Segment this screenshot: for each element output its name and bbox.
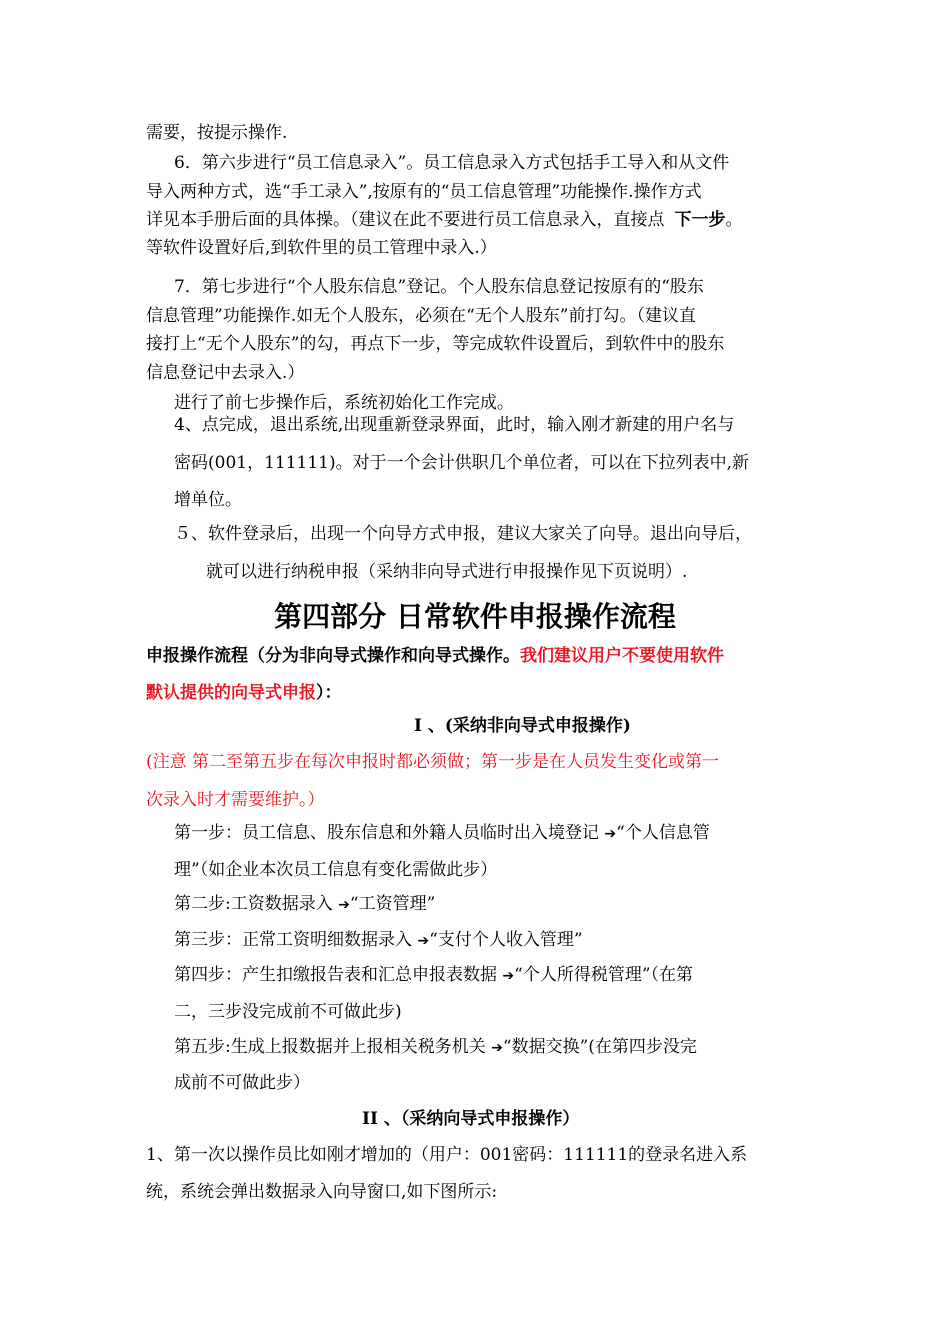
step-module: “个人信息管 xyxy=(616,823,710,843)
text-span: 详见本手册后面的具体操。（建议在此不要进行员工信息录入，直接点 xyxy=(146,210,665,230)
text-line: 接打上“无个人股东”的勾，再点下一步，等完成软件设置后，到软件中的股东 xyxy=(146,334,725,354)
intro-warning: 我们建议用户不要使用软件 xyxy=(520,646,724,666)
intro-text: 申报操作流程（分为非向导式操作和向导式操作。 xyxy=(146,646,520,666)
part1-heading: Ⅰ 、(采纳非向导式申报操作) xyxy=(414,716,631,736)
step-1 xyxy=(174,821,710,846)
intro-warning: 默认提供的向导式申报 xyxy=(146,683,316,703)
step-module: “个人所得税管理”（在第 xyxy=(514,965,694,985)
step-3 xyxy=(174,928,583,953)
step-text: 第二步:工资数据录入 xyxy=(174,894,333,914)
text-line: 等软件设置好后,到软件里的员工管理中录入.） xyxy=(146,238,497,258)
text-line: 4、点完成，退出系统,出现重新登录界面，此时，输入刚才新建的用户名与 xyxy=(174,415,735,435)
step-1-cont: 理”（如企业本次员工信息有变化需做此步） xyxy=(174,860,498,880)
arrow-right-icon: ➔ xyxy=(417,933,430,949)
note-line: (注意 第二至第五步在每次申报时都必须做；第一步是在人员发生变化或第一 xyxy=(146,752,720,772)
step-5-cont: 成前不可做此步） xyxy=(174,1073,310,1093)
step-module: “支付个人收入管理” xyxy=(429,930,583,950)
text-line: 7．第七步进行“个人股东信息”登记。个人股东信息登记按原有的“股东 xyxy=(174,277,704,297)
note-line: 次录入时才需要维护。） xyxy=(146,790,325,810)
text-line: 6．第六步进行“员工信息录入”。员工信息录入方式包括手工导入和从文件 xyxy=(174,153,730,173)
intro-line xyxy=(146,644,724,668)
step-text: 第五步:生成上报数据并上报相关税务机关 xyxy=(174,1037,486,1057)
step-4-cont: 二，三步没完成前不可做此步) xyxy=(174,1002,402,1022)
section-title: 第四部分 日常软件申报操作流程 xyxy=(274,600,676,633)
text-line: 1、第一次以操作员比如刚才增加的（用户：001密码：111111的登录名进入系 xyxy=(146,1145,748,1165)
text-span: 。 xyxy=(725,210,743,230)
text-line: 信息登记中去录入.） xyxy=(146,363,305,383)
step-2 xyxy=(174,892,435,917)
arrow-right-icon: ➔ xyxy=(491,1040,503,1056)
text-line: 进行了前七步操作后，系统初始化工作完成。 xyxy=(174,393,514,413)
text-line: 需要，按提示操作. xyxy=(146,123,288,143)
text-line: ５、软件登录后，出现一个向导方式申报，建议大家关了向导。退出向导后， xyxy=(174,524,752,544)
step-5 xyxy=(174,1035,697,1060)
arrow-right-icon: ➔ xyxy=(338,897,350,913)
intro-text: ）： xyxy=(316,683,342,703)
step-text: 第三步：正常工资明细数据录入 xyxy=(174,930,412,950)
text-line: 密码(001，111111)。对于一个会计供职几个单位者，可以在下拉列表中,新 xyxy=(174,453,750,473)
step-text: 第四步：产生扣缴报告表和汇总申报表数据 xyxy=(174,965,497,985)
step-module: “工资管理” xyxy=(349,894,436,914)
step-4 xyxy=(174,963,693,988)
part2-heading: II 、（采纳向导式申报操作） xyxy=(362,1109,580,1129)
arrow-right-icon: ➔ xyxy=(604,826,617,842)
next-step-emphasis: 下一步 xyxy=(674,210,726,230)
intro-line xyxy=(146,681,342,705)
arrow-right-icon: ➔ xyxy=(502,968,515,984)
step-text: 第一步：员工信息、股东信息和外籍人员临时出入境登记 xyxy=(174,823,599,843)
step-module: “数据交换”(在第四步没完 xyxy=(502,1037,697,1057)
text-line: 导入两种方式，选“手工录入”,按原有的“员工信息管理”功能操作.操作方式 xyxy=(146,182,702,202)
text-line: 信息管理”功能操作.如无个人股东，必须在“无个人股东”前打勾。（建议直 xyxy=(146,306,696,326)
text-line: 统，系统会弹出数据录入向导窗口,如下图所示: xyxy=(146,1182,498,1202)
text-line: 就可以进行纳税申报（采纳非向导式进行申报操作见下页说明）. xyxy=(206,562,688,582)
text-line: 增单位。 xyxy=(174,490,242,510)
text-line xyxy=(146,208,743,232)
